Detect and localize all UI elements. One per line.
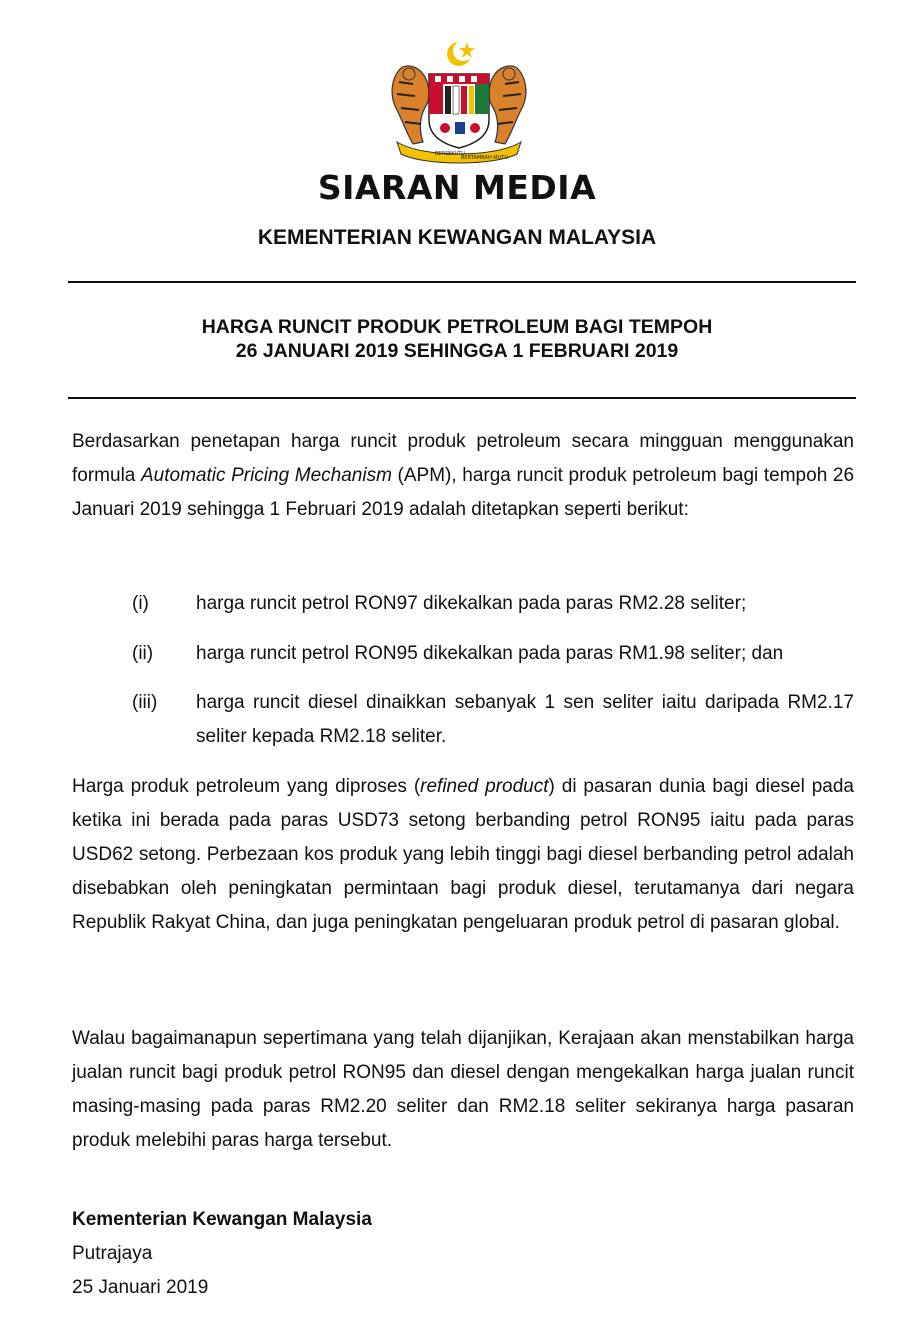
bottom-divider xyxy=(68,397,856,399)
signature-date: 25 Januari 2019 xyxy=(72,1277,209,1298)
list-item-number: (ii) xyxy=(132,643,154,664)
intro-text-after: (APM), harga runcit produk petroleum bagi tempoh 26 Januari 2019 sehingga 1 Februari 2019 adalah ditetapkan seperti berikut: xyxy=(72,465,855,520)
ministry-name: KEMENTERIAN KEWANGAN MALAYSIA xyxy=(257,226,657,249)
list-item-number: (i) xyxy=(132,593,149,614)
headline-line-1: HARGA RUNCIT PRODUK PETROLEUM BAGI TEMPOH xyxy=(201,316,713,338)
para2-text-before: Harga produk petroleum yang diproses ( xyxy=(72,776,421,797)
refined-product-paragraph xyxy=(72,770,854,940)
intro-paragraph xyxy=(72,425,854,527)
signature-organization: Kementerian Kewangan Malaysia xyxy=(72,1209,372,1230)
page-title: SIARAN MEDIA xyxy=(317,168,597,207)
list-item-text: harga runcit petrol RON95 dikekalkan pada paras RM1.98 seliter; dan xyxy=(196,643,784,664)
intro-text-before: Berdasarkan penetapan harga runcit produk petroleum secara mingguan menggunakan formula xyxy=(72,431,854,486)
top-divider xyxy=(68,281,856,283)
list-item-number: (iii) xyxy=(132,692,158,713)
headline xyxy=(0,315,914,363)
signature-place: Putrajaya xyxy=(72,1243,153,1264)
para2-text-italic: refined product xyxy=(420,776,549,797)
stabilization-paragraph: Walau bagaimanapun sepertimana yang telah dijanjikan, Kerajaan akan menstabilkan harga jualan runcit bagi produk petrol RON95 dan diesel dengan mengekalkan harga jualan runcit masing-masing pada paras RM2.20 seliter dan RM2.18 seliter sekiranya harga pasaran produk melebihi paras harga tersebut. xyxy=(72,1028,854,1151)
list-item-text: harga runcit petrol RON97 dikekalkan pada paras RM2.28 seliter; xyxy=(196,593,747,614)
para2-text-after: ) di pasaran dunia bagi diesel pada ketika ini berada pada paras USD73 setong berbanding petrol RON95 iaitu pada paras USD62 setong. Perbezaan kos produk yang lebih tinggi bagi diesel berbanding petrol adalah disebabkan oleh peningkatan permintaan bagi produk diesel, terutamanya dari negara Republik Rakyat China, dan juga peningkatan pengeluaran produk petrol di pasaran global. xyxy=(72,776,854,933)
coat-of-arms-logo xyxy=(383,38,535,168)
intro-text-italic: Automatic Pricing Mechanism xyxy=(140,465,392,486)
list-item-text: harga runcit diesel dinaikkan sebanyak 1 sen seliter iaitu daripada RM2.17 seliter kepada RM2.18 seliter. xyxy=(196,692,854,747)
crest-motto-right: BERTAMBAH MUTU xyxy=(461,155,508,161)
crest-motto-left: BERSEKUTU xyxy=(435,151,465,157)
headline-line-2: 26 JANUARI 2019 SEHINGGA 1 FEBRUARI 2019 xyxy=(235,340,679,362)
